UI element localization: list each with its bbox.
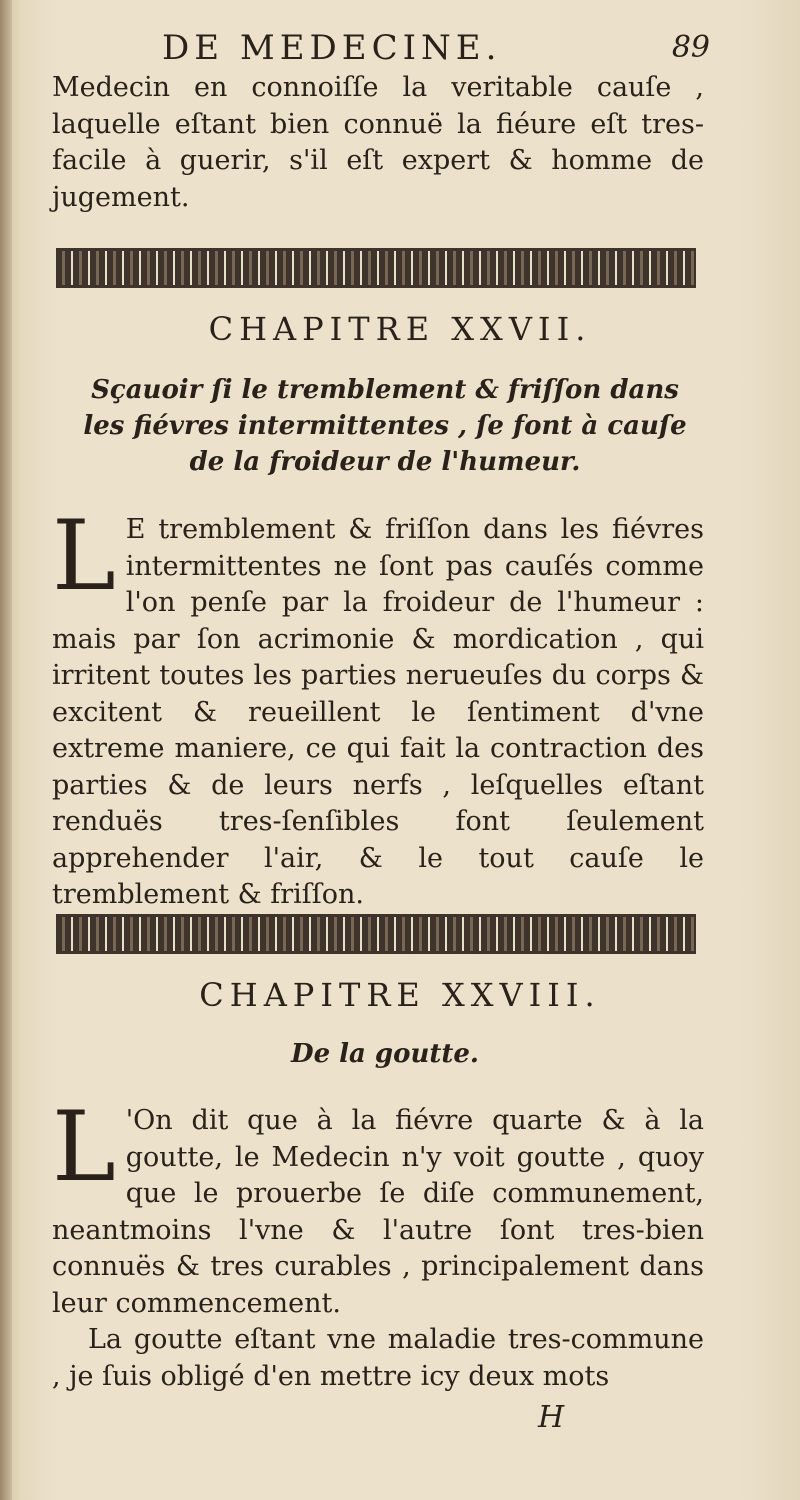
chapter-body [52,1091,704,1395]
drop-cap: L [52,500,116,612]
body-text: 'On dit que à la fiévre quarte & à la goutte, le Medecin n'y voit goutte , quoy que le prouerbe ſe diſe communement, neantmoins l'vne & l'autre ſont tres-bien connuës & tres curables , principalement dans leur commencement. [52,1105,704,1319]
chapter-subtitle: Sçauoir ſi le tremblement & friſſon dans les fiévres intermittentes , ſe font à cauſe de la froideur de l'humeur. [83,375,687,477]
page-gutter [0,0,12,1500]
chapter-heading: CHAPITRE XXVII. [208,310,592,348]
drop-cap: L [52,1091,116,1203]
chapter-heading: CHAPITRE XXVIII. [199,976,601,1014]
chapter-subtitle: De la goutte. [291,1039,479,1069]
body-text: E tremblement & friſſon dans les fiévres intermittentes ne ſont pas cauſés comme l'on penſe par la froideur de l'humeur : mais par ſon acrimonie & mordication , qui irritent toutes les parties nerueuſes du corps & excitent & reueillent le ſentiment d'vne extreme maniere, ce qui fait la contraction des parties & de leurs nerfs , leſquelles eſtant renduës tres-ſenſibles font ſeulement apprehender l'air, & le tout cauſe le tremblement & friſſon. [52,514,704,910]
page-number: 89 [671,30,710,65]
body-text-continued: La goutte eſtant vne maladie tres-commune , je ſuis obligé d'en mettre icy deux mots [52,1324,704,1392]
ornament-divider [56,914,696,954]
page-header [52,28,710,68]
ornament-divider [56,248,696,288]
top-paragraph: Medecin en connoiſſe la veritable cauſe , laquelle eſtant bien connuë la fiéure eſt tres-facile à guerir, s'il eſt expert & homme de jugement. [52,72,704,213]
signature-mark: H [538,1400,565,1435]
running-title: DE MEDECINE. [162,28,502,68]
chapter-body [52,500,704,914]
